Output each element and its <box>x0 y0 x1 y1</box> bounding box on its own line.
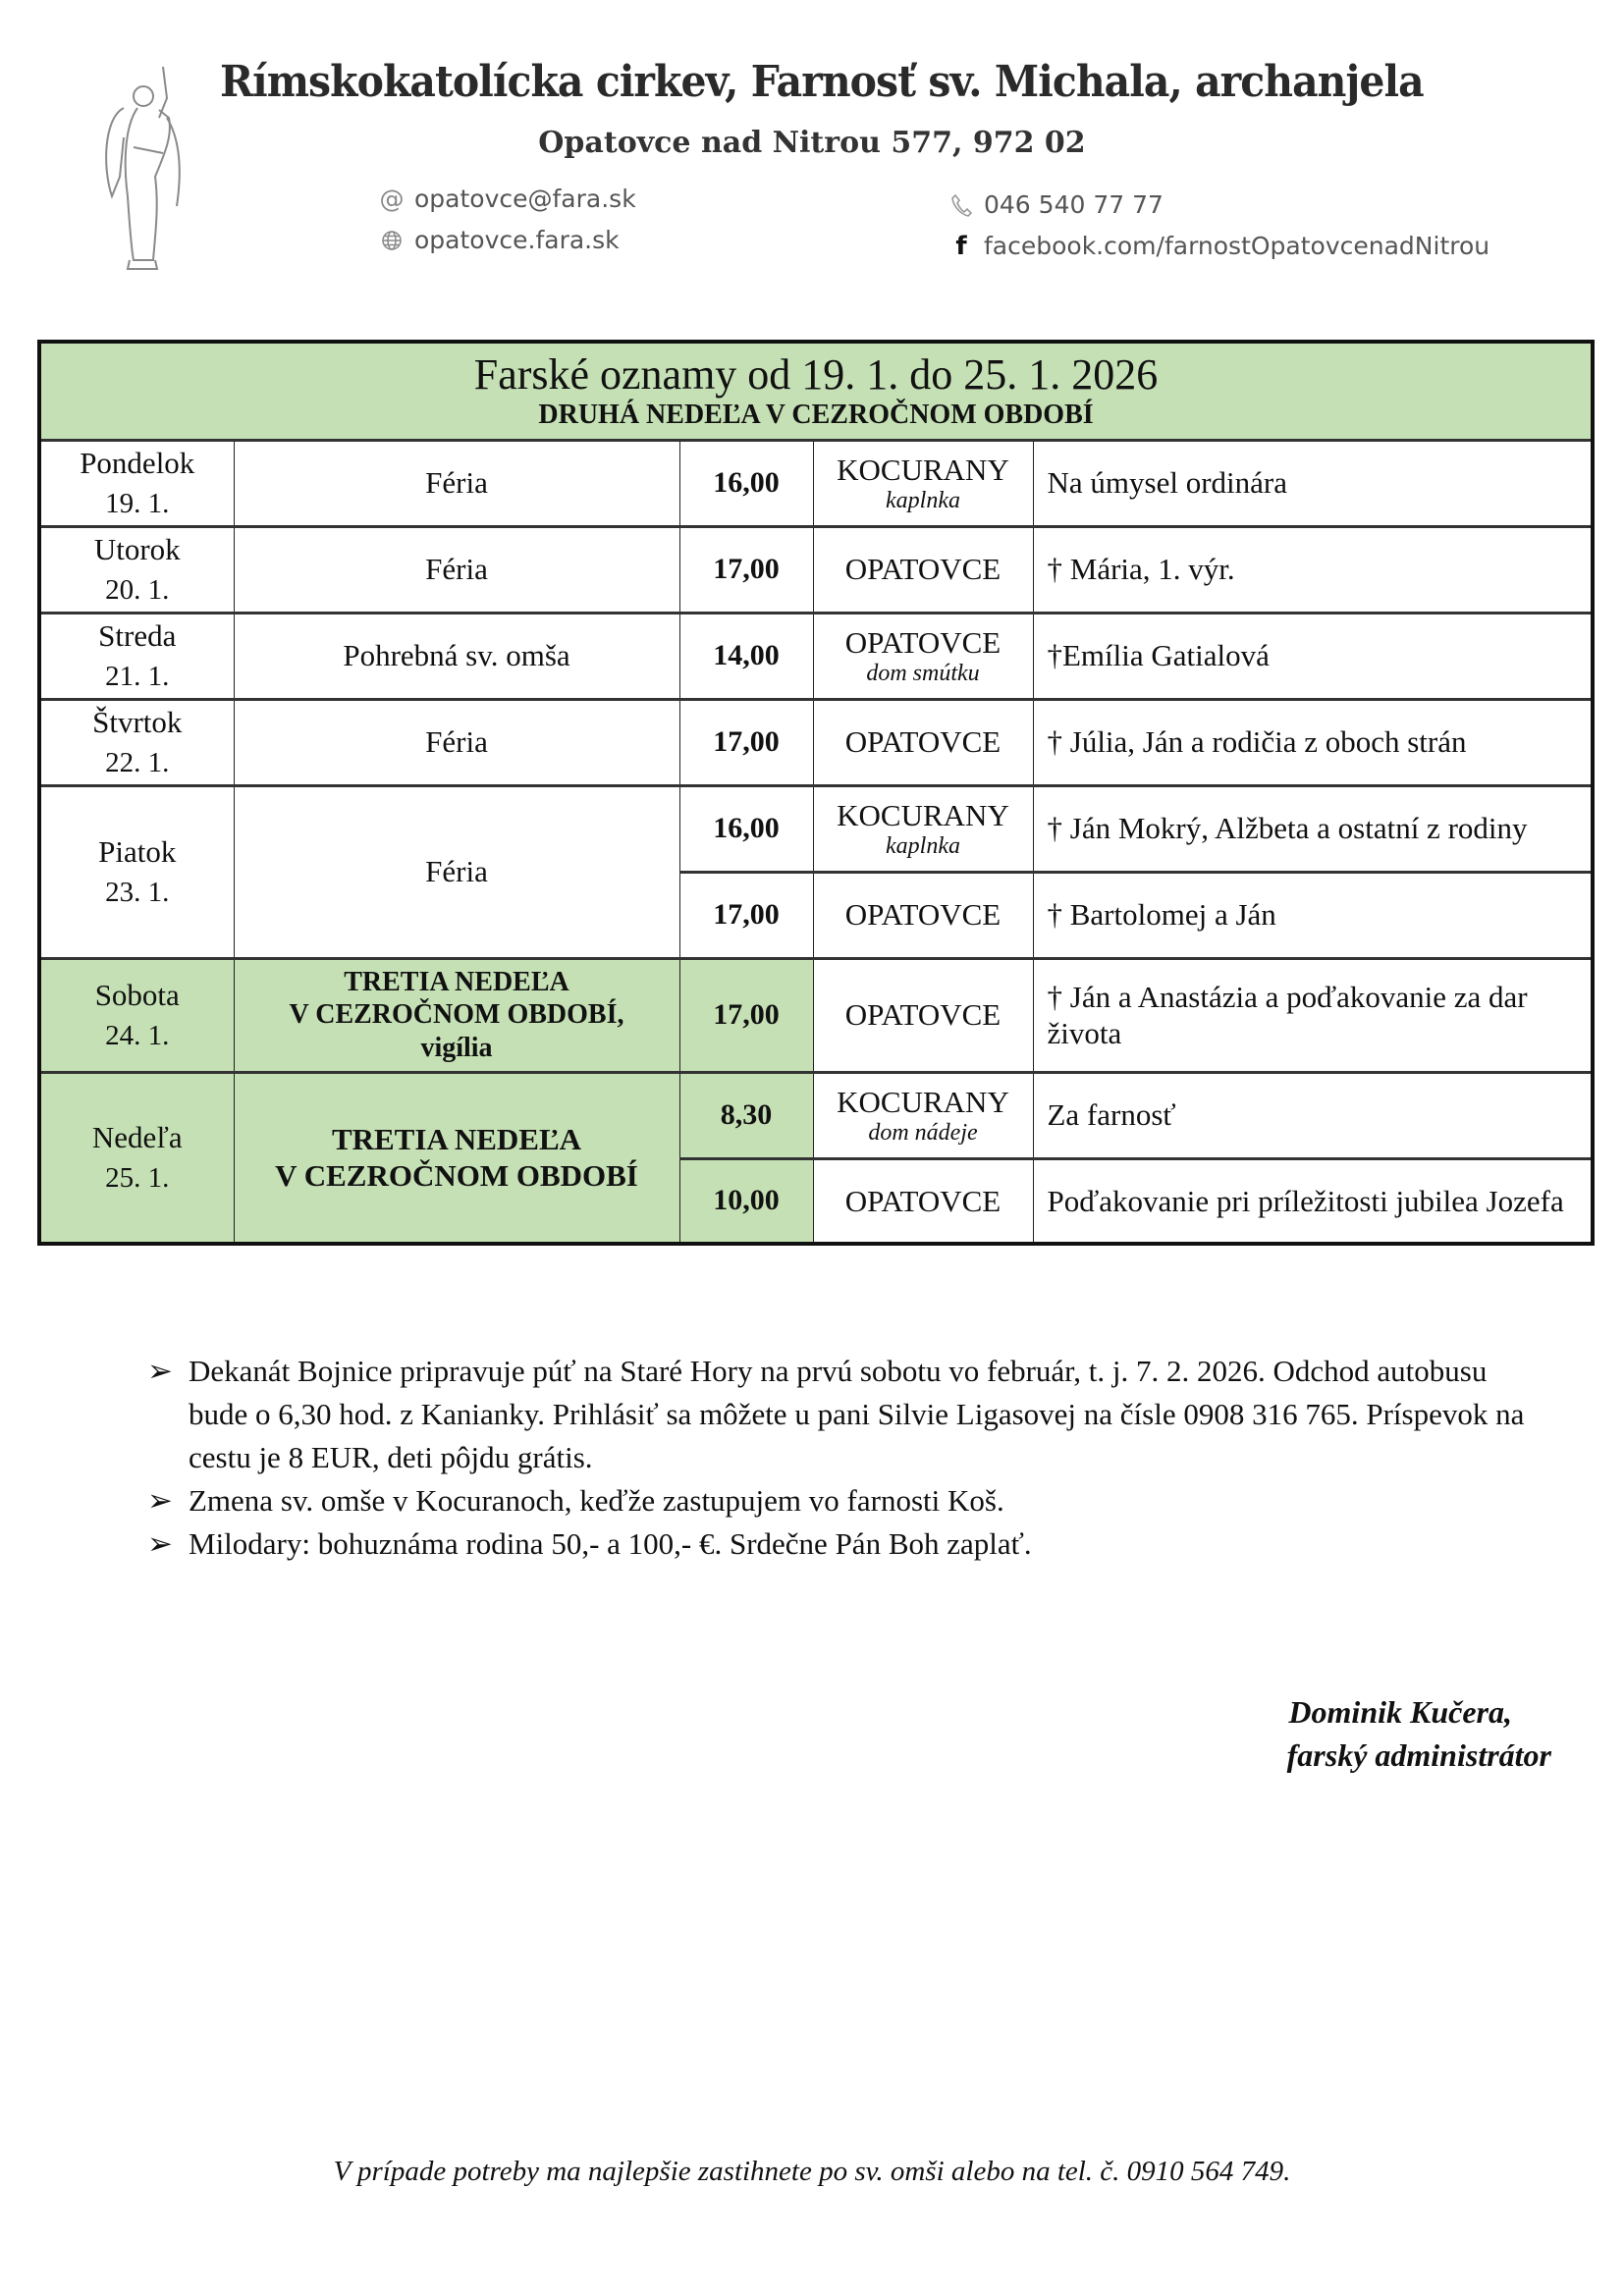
mass-place <box>813 526 1033 613</box>
parish-name: Rímskokatolícka cirkev, Farnosť sv. Michala, archanjela <box>220 57 1424 107</box>
mass-intention: † Mária, 1. výr. <box>1033 526 1593 613</box>
mass-intention: Poďakovanie pri príležitosti jubilea Jozefa <box>1033 1158 1593 1244</box>
globe-icon <box>379 228 405 253</box>
place-name: OPATOVCE <box>844 724 1001 760</box>
phone-number[interactable]: 046 540 77 77 <box>984 190 1164 219</box>
place-name: OPATOVCE <box>844 625 1001 661</box>
mass-intention: † Bartolomej a Ján <box>1033 872 1593 958</box>
email-link[interactable]: opatovce@fara.sk <box>414 185 636 213</box>
day-cell <box>39 440 234 526</box>
place-name: KOCURANY <box>837 453 1009 488</box>
mass-schedule-table <box>37 340 1595 1246</box>
day-date: 19. 1. <box>105 488 170 520</box>
table-row <box>39 699 1593 785</box>
letterhead <box>0 0 1624 294</box>
day-name: Piatok <box>98 834 177 869</box>
day-name: Pondelok <box>80 446 195 480</box>
day-name: Streda <box>98 618 177 653</box>
parish-address: Opatovce nad Nitrou 577, 972 02 <box>538 126 1086 160</box>
mass-time: 17,00 <box>679 699 813 785</box>
day-cell <box>39 785 234 958</box>
announcement-text: Zmena sv. omše v Kocuranoch, keďže zastupujem vo farnosti Koš. <box>189 1483 1004 1518</box>
mass-place <box>813 958 1033 1072</box>
contact-email[interactable] <box>379 185 636 213</box>
mass-time: 10,00 <box>679 1158 813 1244</box>
contact-phone[interactable] <box>948 190 1164 219</box>
day-cell <box>39 613 234 699</box>
mass-time: 16,00 <box>679 785 813 872</box>
phone-icon <box>948 192 974 218</box>
table-row <box>39 958 1593 1072</box>
mass-intention: Za farnosť <box>1033 1072 1593 1158</box>
day-cell <box>39 526 234 613</box>
table-row <box>39 785 1593 872</box>
table-row <box>39 526 1593 613</box>
arrowhead-bullet-icon: ➢ <box>147 1354 173 1388</box>
place-name: OPATOVCE <box>844 897 1001 933</box>
schedule-title: Farské oznamy od 19. 1. do 25. 1. 2026 <box>473 349 1159 399</box>
facebook-icon: f <box>955 231 967 261</box>
website-link[interactable]: opatovce.fara.sk <box>414 226 620 254</box>
mass-place <box>813 1158 1033 1244</box>
mass-place <box>813 440 1033 526</box>
schedule-header <box>39 342 1593 440</box>
mass-place <box>813 1072 1033 1158</box>
day-cell <box>39 1072 234 1244</box>
day-name: Sobota <box>94 978 180 1012</box>
signature-role: farský administrátor <box>1286 1737 1551 1773</box>
at-icon: @ <box>379 185 405 213</box>
mass-place <box>813 872 1033 958</box>
place-name: KOCURANY <box>837 1085 1009 1120</box>
place-name: OPATOVCE <box>844 997 1001 1033</box>
mass-intention: † Júlia, Ján a rodičia z oboch strán <box>1033 699 1593 785</box>
day-date: 22. 1. <box>105 747 170 779</box>
announcement-item <box>147 1350 1542 1479</box>
place-name: OPATOVCE <box>844 552 1001 587</box>
day-date: 20. 1. <box>105 574 170 607</box>
day-name: Nedeľa <box>91 1120 183 1155</box>
mass-intention: †Emília Gatialová <box>1033 613 1593 699</box>
mass-place <box>813 613 1033 699</box>
liturgy-cell: Féria <box>234 785 679 958</box>
liturgy-line: vigília <box>420 1032 493 1063</box>
mass-time: 16,00 <box>679 440 813 526</box>
arrowhead-bullet-icon: ➢ <box>147 1483 173 1518</box>
day-date: 21. 1. <box>105 661 170 693</box>
day-date: 25. 1. <box>105 1162 170 1195</box>
mass-time: 14,00 <box>679 613 813 699</box>
liturgy-cell: Féria <box>234 440 679 526</box>
announcement-item <box>147 1479 1542 1522</box>
place-note: dom smútku <box>866 661 980 687</box>
liturgy-cell <box>234 1072 679 1244</box>
mass-place <box>813 785 1033 872</box>
contact-facebook[interactable] <box>948 232 1489 260</box>
mass-intention: † Ján a Anastázia a poďakovanie za dar života <box>1033 958 1593 1072</box>
announcements-list <box>147 1350 1542 1566</box>
liturgy-line: TRETIA NEDEĽA <box>331 1122 582 1157</box>
table-row <box>39 440 1593 526</box>
place-note: kaplnka <box>886 833 960 860</box>
signature-name: Dominik Kučera, <box>1288 1694 1512 1730</box>
liturgy-cell: Pohrebná sv. omša <box>234 613 679 699</box>
mass-time: 17,00 <box>679 958 813 1072</box>
day-name: Štvrtok <box>92 705 183 739</box>
day-date: 24. 1. <box>105 1020 170 1052</box>
mass-time: 17,00 <box>679 872 813 958</box>
announcement-text: Milodary: bohuznáma rodina 50,- a 100,- €. Srdečne Pán Boh zaplať. <box>189 1526 1032 1561</box>
signature <box>1159 1690 1551 1777</box>
mass-intention: Na úmysel ordinára <box>1033 440 1593 526</box>
day-cell <box>39 699 234 785</box>
table-row <box>39 613 1593 699</box>
liturgy-cell: Féria <box>234 699 679 785</box>
facebook-link[interactable]: facebook.com/farnostOpatovcenadNitrou <box>984 232 1490 260</box>
arrowhead-bullet-icon: ➢ <box>147 1526 173 1561</box>
liturgy-cell: Féria <box>234 526 679 613</box>
mass-time: 8,30 <box>679 1072 813 1158</box>
day-cell <box>39 958 234 1072</box>
place-name: OPATOVCE <box>844 1183 1001 1218</box>
contact-website[interactable] <box>379 226 620 254</box>
archangel-logo <box>94 59 202 275</box>
announcement-text: Dekanát Bojnice pripravuje púť na Staré Hory na prvú sobotu vo február, t. j. 7. 2. 2026. Odchod autobusu bude o 6,30 hod. z Kanianky. Prihlásiť sa môžete u pani Silvie Ligasovej na čísle 0908 316 765. Príspevok na cestu je 8 EUR, deti pôjdu grátis. <box>189 1354 1525 1474</box>
place-name: KOCURANY <box>837 798 1009 833</box>
mass-intention: † Ján Mokrý, Alžbeta a ostatní z rodiny <box>1033 785 1593 872</box>
mass-time: 17,00 <box>679 526 813 613</box>
liturgy-line: TRETIA NEDEĽA <box>344 966 569 997</box>
place-note: kaplnka <box>886 488 960 514</box>
place-note: dom nádeje <box>868 1120 978 1147</box>
schedule-subtitle: DRUHÁ NEDEĽA V CEZROČNOM OBDOBÍ <box>538 399 1094 430</box>
mass-place <box>813 699 1033 785</box>
table-row <box>39 1072 1593 1158</box>
liturgy-cell <box>234 958 679 1072</box>
liturgy-line: V CEZROČNOM OBDOBÍ, <box>289 999 624 1031</box>
day-name: Utorok <box>93 532 181 566</box>
day-date: 23. 1. <box>105 877 170 909</box>
announcement-item <box>147 1522 1542 1566</box>
liturgy-line: V CEZROČNOM OBDOBÍ <box>275 1158 638 1194</box>
contact-footer: V prípade potreby ma najlepšie zastihnete po sv. omši alebo na tel. č. 0910 564 749. <box>333 2156 1291 2187</box>
